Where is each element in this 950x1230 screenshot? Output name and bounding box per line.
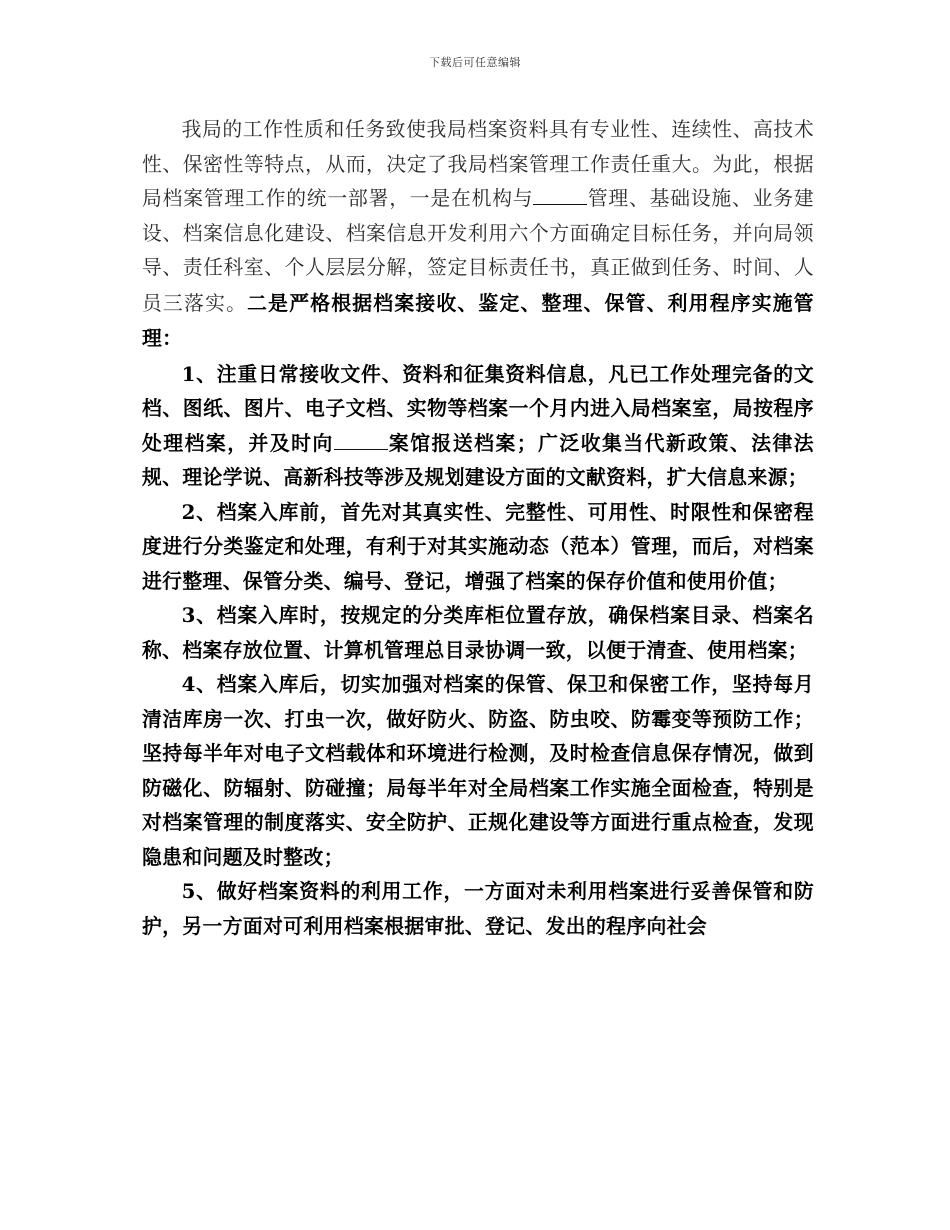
fill-in-blank: [334, 431, 388, 450]
paragraph-item-5: 5、做好档案资料的利用工作，一方面对未利用档案进行妥善保管和防护，另一方面对可利用档案根据审批、登记、发出的程序向社会: [142, 879, 814, 938]
page-header-note: 下载后可任意编辑: [429, 56, 521, 69]
document-body: [142, 113, 814, 943]
paragraph-intro-text-a: 我局的工作性质和任务致使我局档案资料具有专业性、连续性、高技术性、保密性等特点，从而，决定了我局档案管理工作责任重大。为此，根据局档案管理工作的统一部署，一是在机构与: [142, 118, 814, 210]
paragraph-intro: [142, 113, 814, 357]
paragraph-item-1-text-a: 1、注重日常接收文件、资料和征集资料信息，凡已工作处理完备的文档、图纸、图片、电子文档、实物等档案一个月内进入局档案室，局按程序处理档案，并及时向: [142, 361, 814, 455]
paragraph-item-1-text-b: 案馆报送档案；广泛收集当代新政策、法律法规、理论学说、高新科技等涉及规划建设方面的文献资料，扩大信息来源；: [142, 430, 814, 489]
paragraph-item-2: 2、档案入库前，首先对其真实性、完整性、可用性、时限性和保密程度进行分类鉴定和处理，有利于对其实施动态（范本）管理，而后，对档案进行整理、保管分类、编号、登记，增强了档案的保存价值和使用价值；: [142, 499, 814, 593]
paragraph-item-4: 4、档案入库后，切实加强对档案的保管、保卫和保密工作，坚持每月清洁库房一次、打虫一次，做好防火、防盗、防虫咬、防霉变等预防工作；坚持每半年对电子文档载体和环境进行检测，及时检查信息保存情况，做到防磁化、防辐射、防碰撞；局每半年对全局档案工作实施全面检查，特别是对档案管理的制度落实、安全防护、正规化建设等方面进行重点检查，发现隐患和问题及时整改；: [142, 672, 814, 869]
fill-in-blank: [533, 186, 587, 205]
paragraph-intro-bold-text: 二是严格根据档案接收、鉴定、整理、保管、利用程序实施管理：: [142, 290, 814, 350]
paragraph-intro-text-b: 管理、基础设施、业务建设、档案信息化建设、档案信息开发利用六个方面确定目标任务，并向局领导、责任科室、个人层层分解，签定目标责任书，真正做到任务、时间、人员三落实。: [142, 187, 815, 315]
paragraph-item-3: 3、档案入库时，按规定的分类库柜位置存放，确保档案目录、档案名称、档案存放位置、计算机管理总目录协调一致，以便于清查、使用档案；: [142, 603, 814, 662]
paragraph-item-1: [142, 357, 814, 495]
